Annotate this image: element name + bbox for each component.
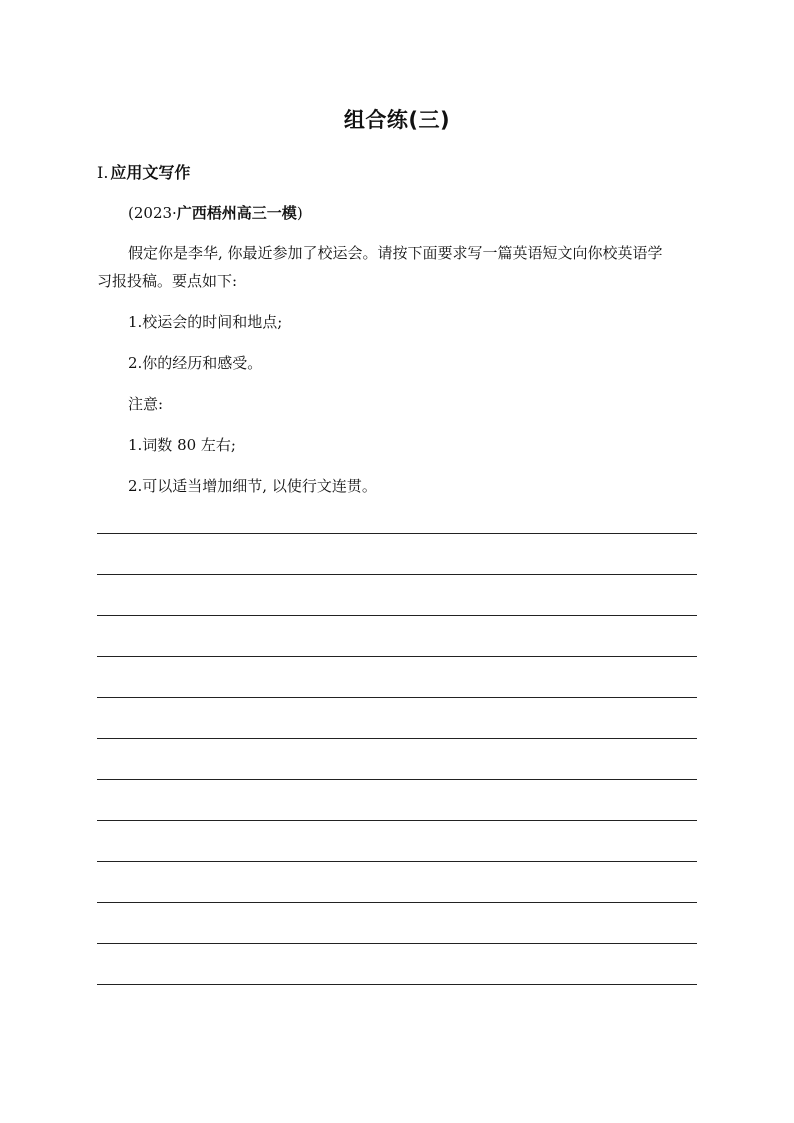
answer-line (97, 902, 697, 903)
point-item-1: 1.校运会的时间和地点; (128, 313, 283, 331)
answer-line (97, 615, 697, 616)
prompt-line-1: 假定你是李华, 你最近参加了校运会。请按下面要求写一篇英语短文向你校英语学 (128, 244, 663, 262)
prompt-line-2: 习报投稿。要点如下: (97, 272, 238, 290)
section-heading (97, 160, 190, 183)
answer-line (97, 820, 697, 821)
answer-line (97, 574, 697, 575)
answer-line (97, 984, 697, 985)
source-year: (2023· (128, 204, 177, 222)
answer-line (97, 861, 697, 862)
answer-line (97, 943, 697, 944)
note-item-2: 2.可以适当增加细节, 以使行文连贯。 (128, 477, 377, 495)
answer-line (97, 697, 697, 698)
note-item-1: 1.词数 80 左右; (128, 436, 236, 454)
source-close: ) (296, 204, 303, 222)
answer-line (97, 533, 697, 534)
section-label: 应用文写作 (110, 163, 191, 182)
answer-line (97, 779, 697, 780)
point-item-2: 2.你的经历和感受。 (128, 354, 263, 372)
page-title: 组合练(三) (343, 108, 451, 132)
notes-label: 注意: (128, 395, 164, 413)
section-number: Ⅰ. (97, 163, 109, 182)
answer-line (97, 738, 697, 739)
source-place: 广西梧州高三一模 (176, 204, 297, 222)
source-citation (128, 203, 303, 223)
answer-line (97, 656, 697, 657)
